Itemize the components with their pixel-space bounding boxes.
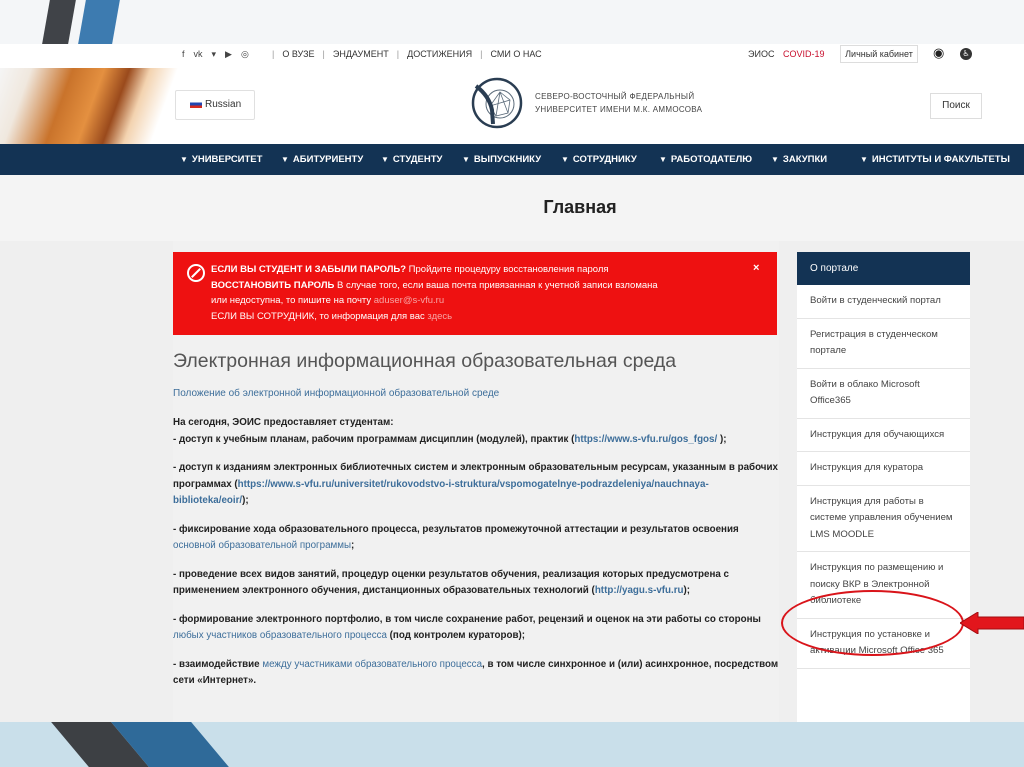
twitter-icon[interactable]: ▾ bbox=[211, 49, 217, 59]
portfolio-end: (под контролем кураторов); bbox=[386, 630, 526, 641]
separator: | bbox=[480, 49, 483, 59]
alert-text bbox=[211, 262, 731, 324]
paragraph-library bbox=[173, 460, 779, 510]
nav-procurement-label: ЗАКУПКИ bbox=[782, 154, 828, 165]
topnav-media[interactable]: СМИ О НАС bbox=[490, 49, 542, 59]
sidebar-item-vkr-guide[interactable]: Инструкция по размещению и поиску ВКР в Электронной библиотеке bbox=[797, 552, 970, 619]
nav-university[interactable] bbox=[180, 144, 262, 175]
interaction-text: - взаимодействие bbox=[173, 658, 263, 670]
page-title: Главная bbox=[543, 197, 617, 217]
chevron-down-icon: ▼ bbox=[281, 155, 289, 164]
header-paint-decoration bbox=[0, 68, 182, 144]
progress-text: - фиксирование хода образовательного процесса, результатов промежуточной аттестации и результатов освоения bbox=[173, 523, 739, 535]
yagu-link[interactable]: http://yagu.s-vfu.ru bbox=[594, 585, 684, 596]
separator: | bbox=[272, 49, 275, 59]
staff-info-link[interactable]: здесь bbox=[427, 310, 453, 322]
plans-text: - доступ к учебным планам, рабочим программам дисциплин (модулей), практик ( bbox=[173, 433, 575, 445]
language-label: Russian bbox=[205, 99, 242, 110]
paragraph-plans bbox=[173, 415, 779, 448]
nav-employer-label: РАБОТОДАТЕЛЮ bbox=[670, 154, 753, 165]
personal-cabinet-button[interactable]: Личный кабинет bbox=[840, 45, 918, 63]
sidebar-item-office365-cloud[interactable]: Войти в облако Microsoft Office365 bbox=[797, 369, 970, 419]
password-alert bbox=[173, 252, 777, 335]
sidebar-item-office-install[interactable]: Инструкция по установке и активации Microsoft Office 365 bbox=[797, 619, 970, 669]
portfolio-text: - формирование электронного портфолио, в том числе сохранение работ, рецензий и оценок на эти работы со стороны bbox=[173, 613, 761, 625]
alert-restore-text: В случае того, если ваша почта привязанная к учетной записи взломана bbox=[334, 279, 658, 291]
topnav-endowment[interactable]: ЭНДАУМЕНТ bbox=[332, 49, 389, 59]
nav-procurement[interactable] bbox=[771, 144, 827, 175]
restore-password-link[interactable]: ВОССТАНОВИТЬ ПАРОЛЬ bbox=[211, 279, 335, 291]
highlight-ellipse bbox=[781, 590, 964, 656]
nav-institutes-label: ИНСТИТУТЫ И ФАКУЛЬТЕТЫ bbox=[871, 154, 1010, 165]
youtube-icon[interactable]: ▶ bbox=[225, 49, 232, 59]
close-icon[interactable]: × bbox=[753, 262, 760, 274]
nav-university-label: УНИВЕРСИТЕТ bbox=[191, 154, 263, 165]
alert-student-heading: ЕСЛИ ВЫ СТУДЕНТ И ЗАБЫЛИ ПАРОЛЬ? bbox=[211, 264, 407, 275]
chevron-down-icon: ▼ bbox=[659, 155, 667, 164]
intro-line: На сегодня, ЭОИС предоставляет студентам: bbox=[173, 417, 394, 428]
eye-icon[interactable]: ◉ bbox=[933, 45, 945, 60]
nav-institutes[interactable] bbox=[860, 144, 1010, 175]
facebook-icon[interactable]: f bbox=[182, 49, 185, 59]
between-participants-link[interactable]: между участниками образовательного процесса bbox=[262, 658, 483, 670]
chevron-down-icon: ▼ bbox=[561, 155, 569, 164]
separator: | bbox=[322, 49, 325, 59]
paragraph-portfolio bbox=[173, 612, 779, 645]
site-header bbox=[0, 68, 1024, 144]
chevron-down-icon: ▼ bbox=[462, 155, 470, 164]
instagram-icon[interactable]: ◎ bbox=[240, 49, 249, 59]
alert-staff-text: ЕСЛИ ВЫ СОТРУДНИК, то информация для вас bbox=[211, 310, 428, 322]
sidebar-item-curator-guide[interactable]: Инструкция для куратора bbox=[797, 452, 970, 486]
nav-applicant[interactable] bbox=[281, 144, 363, 175]
accessibility-icon[interactable]: ♿ bbox=[960, 48, 972, 60]
separator: | bbox=[396, 49, 400, 59]
alert-student-text: Пройдите процедуру восстановления пароля bbox=[406, 264, 609, 275]
eios-link[interactable]: ЭИОС bbox=[748, 49, 775, 59]
sidebar-item-student-portal[interactable]: Войти в студенческий портал bbox=[797, 285, 970, 319]
alert-unavailable-text: или недоступна, то пишите на почту bbox=[211, 295, 374, 306]
email-link[interactable]: aduser@s-vfu.ru bbox=[373, 295, 445, 306]
nav-graduate[interactable] bbox=[462, 144, 541, 175]
eios-description bbox=[173, 415, 779, 702]
university-name bbox=[535, 90, 702, 116]
classes-text: - проведение всех видов занятий, процедур оценки результатов обучения, реализация которых предусмотрена с применением электронного обучения, дистанционных образовательных технологий ( bbox=[173, 568, 730, 596]
chevron-down-icon: ▼ bbox=[381, 155, 389, 164]
progress-end: ; bbox=[351, 540, 355, 551]
topnav-about[interactable]: О ВУЗЕ bbox=[282, 49, 315, 59]
chevron-down-icon: ▼ bbox=[771, 155, 779, 164]
sidebar-item-moodle-guide[interactable]: Инструкция для работы в системе управления обучением LMS MOODLE bbox=[797, 486, 970, 553]
main-nav bbox=[0, 144, 1024, 175]
search-button[interactable]: Поиск bbox=[930, 93, 982, 119]
vk-icon[interactable]: vk bbox=[193, 49, 203, 59]
library-text: - доступ к изданиям электронных библиотечных систем и электронным образовательным ресурсам, указанным в рабочих программах ( bbox=[173, 462, 778, 490]
top-utility-bar bbox=[0, 44, 1024, 68]
nav-student[interactable] bbox=[381, 144, 442, 175]
topnav-achievements[interactable]: ДОСТИЖЕНИЯ bbox=[407, 49, 473, 59]
nav-employee[interactable] bbox=[561, 144, 637, 175]
social-links bbox=[182, 49, 249, 60]
regulation-link[interactable]: Положение об электронной информационной образовательной среде bbox=[173, 388, 500, 399]
nav-employer[interactable] bbox=[659, 144, 752, 175]
university-name-line1: СЕВЕРО-ВОСТОЧНЫЙ ФЕДЕРАЛЬНЫЙ bbox=[535, 92, 695, 101]
nav-graduate-label: ВЫПУСКНИКУ bbox=[473, 154, 542, 165]
slide-top-band bbox=[0, 0, 1024, 44]
top-nav bbox=[272, 49, 542, 59]
plans-end: ); bbox=[717, 433, 727, 445]
paragraph-interaction bbox=[173, 657, 779, 690]
sidebar-item-registration[interactable]: Регистрация в студенческом портале bbox=[797, 319, 970, 369]
russia-flag-icon bbox=[190, 100, 202, 108]
sidebar-item-student-guide[interactable]: Инструкция для обучающихся bbox=[797, 419, 970, 453]
chevron-down-icon: ▼ bbox=[860, 155, 868, 164]
nav-applicant-label: АБИТУРИЕНТУ bbox=[292, 154, 364, 165]
language-selector[interactable] bbox=[175, 90, 255, 120]
program-link[interactable]: основной образовательной программы bbox=[173, 540, 352, 551]
library-link[interactable]: https://www.s-vfu.ru/universitet/rukovodstvo-i-struktura/vspomogatelnye-podrazdeleniya/nauchnaya-biblioteka/eoir/ bbox=[173, 478, 709, 506]
section-heading: Электронная информационная образовательная среда bbox=[173, 350, 677, 372]
participants-link[interactable]: любых участников образовательного процесса bbox=[173, 630, 387, 641]
university-name-line2: УНИВЕРСИТЕТ ИМЕНИ М.К. АММОСОВА bbox=[535, 105, 703, 114]
pointer-arrow-icon bbox=[960, 612, 1024, 634]
gos-fgos-link[interactable]: https://www.s-vfu.ru/gos_fgos/ bbox=[574, 433, 718, 445]
no-entry-icon bbox=[187, 264, 205, 282]
nav-student-label: СТУДЕНТУ bbox=[392, 154, 443, 165]
covid-link[interactable]: COVID-19 bbox=[783, 49, 825, 59]
paragraph-classes bbox=[173, 567, 779, 600]
interaction-end: , в том числе синхронное и (или) асинхронное, посредством сети «Интернет». bbox=[173, 658, 779, 686]
chevron-down-icon: ▼ bbox=[180, 155, 188, 164]
sidebar-title: О портале bbox=[797, 252, 970, 285]
library-end: ); bbox=[242, 495, 249, 506]
university-logo-icon[interactable] bbox=[470, 76, 524, 130]
paragraph-progress bbox=[173, 522, 779, 555]
nav-employee-label: СОТРУДНИКУ bbox=[572, 154, 637, 165]
classes-end: ); bbox=[683, 585, 691, 596]
